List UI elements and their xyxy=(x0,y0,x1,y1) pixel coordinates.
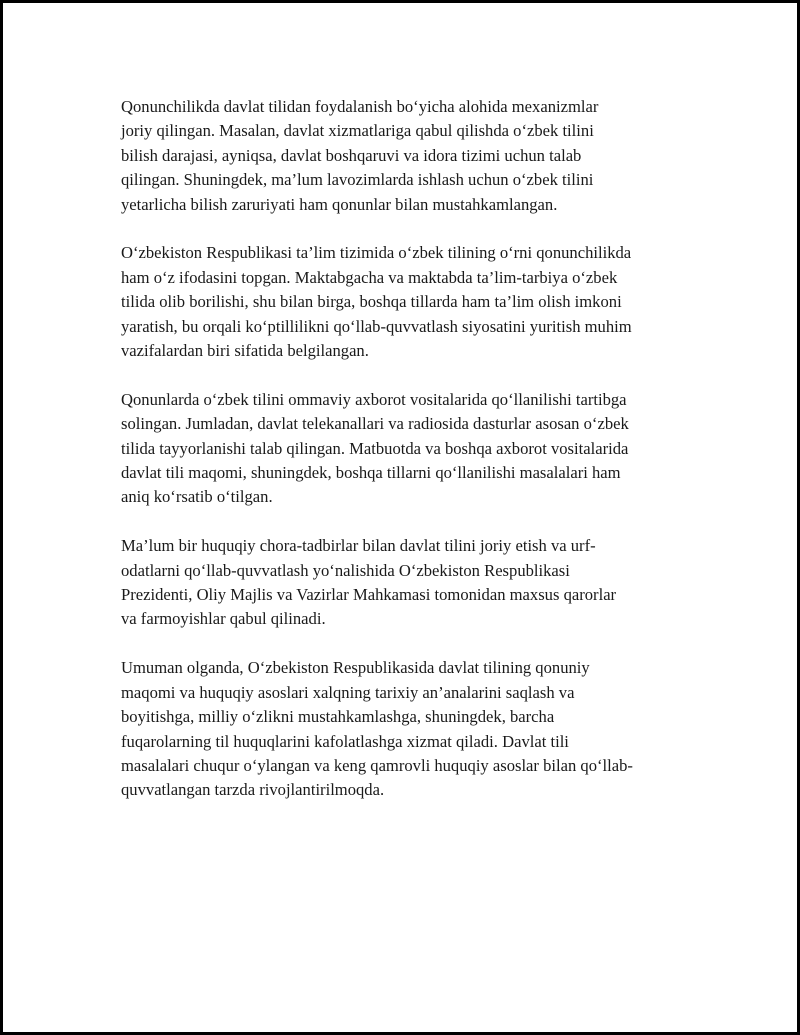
text-line: ham o‘z ifodasini topgan. Maktabgacha va maktabda ta’lim-tarbiya o‘zbek xyxy=(121,267,618,287)
paragraph-3 xyxy=(121,388,693,510)
text-line: bilish darajasi, ayniqsa, davlat boshqaruvi va idora tizimi uchun talab xyxy=(121,145,582,165)
text-line: Prezidenti, Oliy Majlis va Vazirlar Mahkamasi tomonidan maxsus qarorlar xyxy=(121,585,617,605)
text-line: O‘zbekiston Respublikasi ta’lim tizimida o‘zbek tilining o‘rni qonunchilikda xyxy=(121,243,632,263)
text-line: va farmoyishlar qabul qilinadi. xyxy=(121,609,326,629)
paragraph-2 xyxy=(121,241,693,363)
text-line: boyitishga, milliy o‘zlikni mustahkamlashga, shuningdek, barcha xyxy=(121,707,555,727)
text-line: tilida tayyorlanishi talab qilingan. Matbuotda va boshqa axborot vositalarida xyxy=(121,438,629,458)
paragraph-1 xyxy=(121,95,693,217)
text-line: tilida olib borilishi, shu bilan birga, boshqa tillarda ham ta’lim olish imkoni xyxy=(121,292,622,312)
text-line: Ma’lum bir huquqiy chora-tadbirlar bilan davlat tilini joriy etish va urf- xyxy=(121,536,596,556)
text-line: solingan. Jumladan, davlat telekanallari va radiosida dasturlar asosan o‘zbek xyxy=(121,414,629,434)
text-line: Umuman olganda, O‘zbekiston Respublikasida davlat tilining qonuniy xyxy=(121,658,590,678)
text-line: fuqarolarning til huquqlarini kafolatlashga xizmat qiladi. Davlat tili xyxy=(121,731,569,751)
text-line: joriy qilingan. Masalan, davlat xizmatlariga qabul qilishda o‘zbek tilini xyxy=(121,121,594,141)
document-body xyxy=(121,95,693,827)
text-line: aniq ko‘rsatib o‘tilgan. xyxy=(121,487,273,507)
text-line: Qonunlarda o‘zbek tilini ommaviy axborot vositalarida qo‘llanilishi tartibga xyxy=(121,389,627,409)
text-line: odatlarni qo‘llab-quvvatlash yo‘nalishida O‘zbekiston Respublikasi xyxy=(121,560,570,580)
text-line: masalalari chuqur o‘ylangan va keng qamrovli huquqiy asoslar bilan qo‘llab- xyxy=(121,755,633,775)
paragraph-5 xyxy=(121,656,693,802)
paragraph-4 xyxy=(121,534,693,632)
text-line: Qonunchilikda davlat tilidan foydalanish bo‘yicha alohida mexanizmlar xyxy=(121,97,599,116)
text-line: davlat tili maqomi, shuningdek, boshqa tillarni qo‘llanilishi masalalari ham xyxy=(121,463,621,483)
text-line: quvvatlangan tarzda rivojlantirilmoqda. xyxy=(121,780,385,800)
text-line: yetarlicha bilish zaruriyati ham qonunlar bilan mustahkamlangan. xyxy=(121,194,558,214)
text-line: yaratish, bu orqali ko‘ptillilikni qo‘llab-quvvatlash siyosatini yuritish muhim xyxy=(121,316,632,336)
text-line: maqomi va huquqiy asoslari xalqning tarixiy an’analarini saqlash va xyxy=(121,682,575,702)
text-line: qilingan. Shuningdek, ma’lum lavozimlarda ishlash uchun o‘zbek tilini xyxy=(121,170,594,190)
text-line: vazifalardan biri sifatida belgilangan. xyxy=(121,341,369,361)
